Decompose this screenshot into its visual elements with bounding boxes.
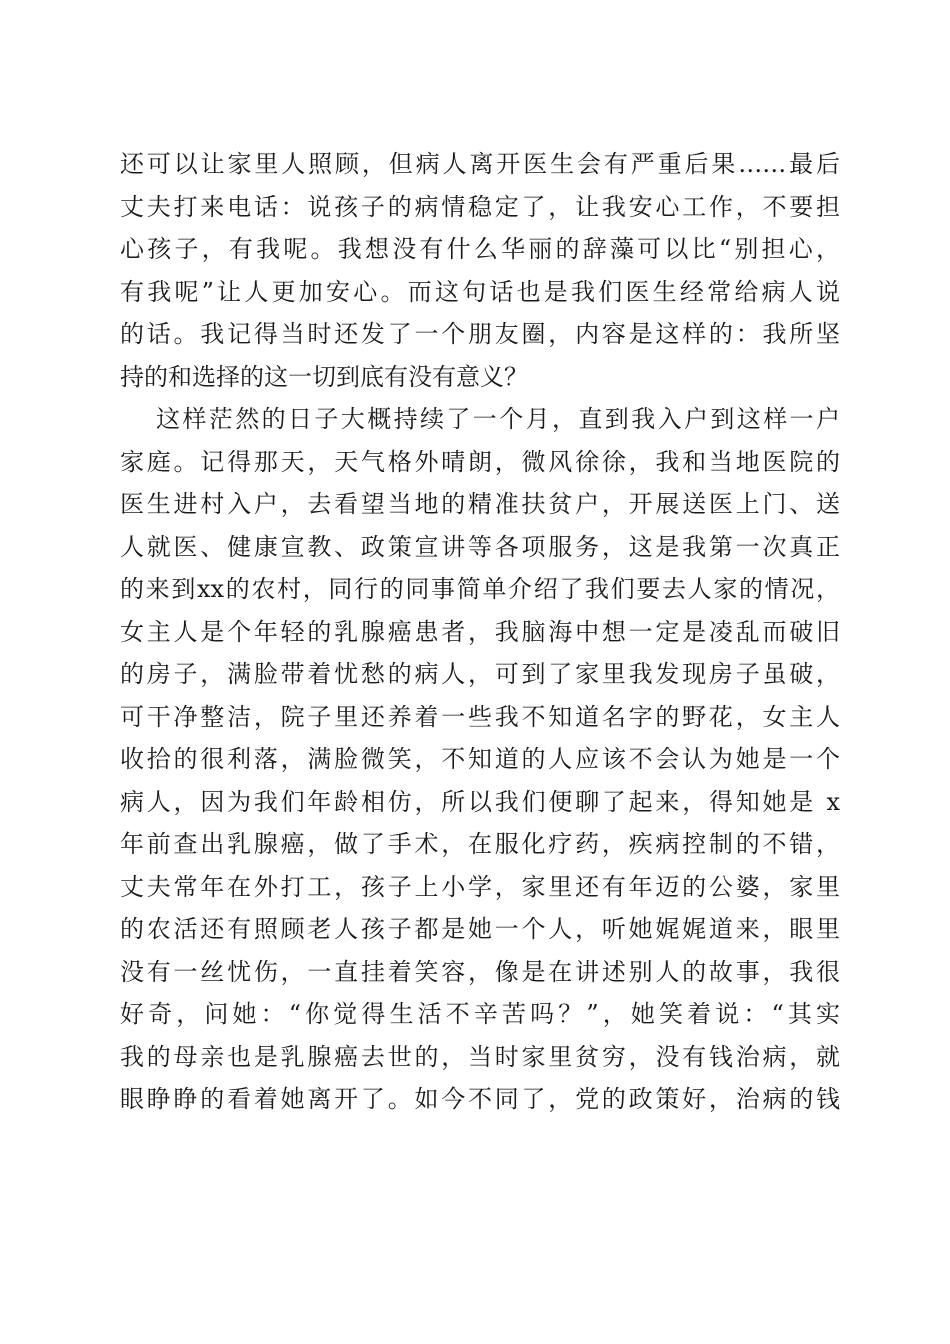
text-line: 持的和选择的这一切到底有没有意义？ (120, 362, 528, 391)
text-line: 丈夫常年在外打工，孩子上小学，家里还有年迈的公婆，家里 (120, 872, 840, 901)
text-line: 病人，因为我们年龄相仿，所以我们便聊了起来，得知她是 x (120, 787, 840, 816)
paragraph-first-line: 这样茫然的日子大概持续了一个月，直到我入户到这样一户 (156, 405, 840, 433)
text-line: 有我呢”让人更加安心。而这句话也是我们医生经常给病人说 (120, 277, 840, 306)
text-line: 丈夫打来电话：说孩子的病情稳定了，让我安心工作，不要担 (120, 192, 840, 221)
text-line: 我的母亲也是乳腺癌去世的，当时家里贫穷，没有钱治病，就 (120, 1042, 840, 1071)
text-line: 还可以让家里人照顾，但病人离开医生会有严重后果……最后 (120, 150, 840, 178)
text-line: 的来到xx的农村，同行的同事简单介绍了我们要去人家的情况， (120, 575, 840, 603)
text-line: 可干净整洁，院子里还养着一些我不知道名字的野花，女主人 (120, 702, 840, 731)
text-line: 的农活还有照顾老人孩子都是她一个人，听她娓娓道来，眼里 (120, 915, 840, 943)
text-line: 没有一丝忧伤，一直挂着笑容，像是在讲述别人的故事，我很 (120, 957, 840, 986)
text-line: 的房子，满脸带着忧愁的病人，可到了家里我发现房子虽破， (120, 660, 840, 688)
text-line: 医生进村入户，去看望当地的精准扶贫户，开展送医上门、送 (120, 490, 840, 518)
text-line: 收拾的很利落，满脸微笑，不知道的人应该不会认为她是一个 (120, 745, 840, 773)
text-line: 的话。我记得当时还发了一个朋友圈，内容是这样的：我所坚 (120, 320, 840, 348)
text-line: 眼睁睁的看着她离开了。如今不同了，党的政策好，治病的钱 (120, 1085, 840, 1113)
text-line: 好奇，问她：“你觉得生活不辛苦吗？”，她笑着说：“其实 (120, 1000, 840, 1028)
text-line: 人就医、健康宣教、政策宣讲等各项服务，这是我第一次真正 (120, 532, 840, 561)
text-line: 家庭。记得那天，天气格外晴朗，微风徐徐，我和当地医院的 (120, 447, 840, 476)
text-line: 女主人是个年轻的乳腺癌患者，我脑海中想一定是凌乱而破旧 (120, 617, 840, 646)
text-line: 心孩子，有我呢。我想没有什么华丽的辞藻可以比“别担心， (120, 235, 840, 263)
text-line: 年前查出乳腺癌，做了手术，在服化疗药，疾病控制的不错， (120, 830, 840, 858)
body-text (120, 143, 840, 1121)
